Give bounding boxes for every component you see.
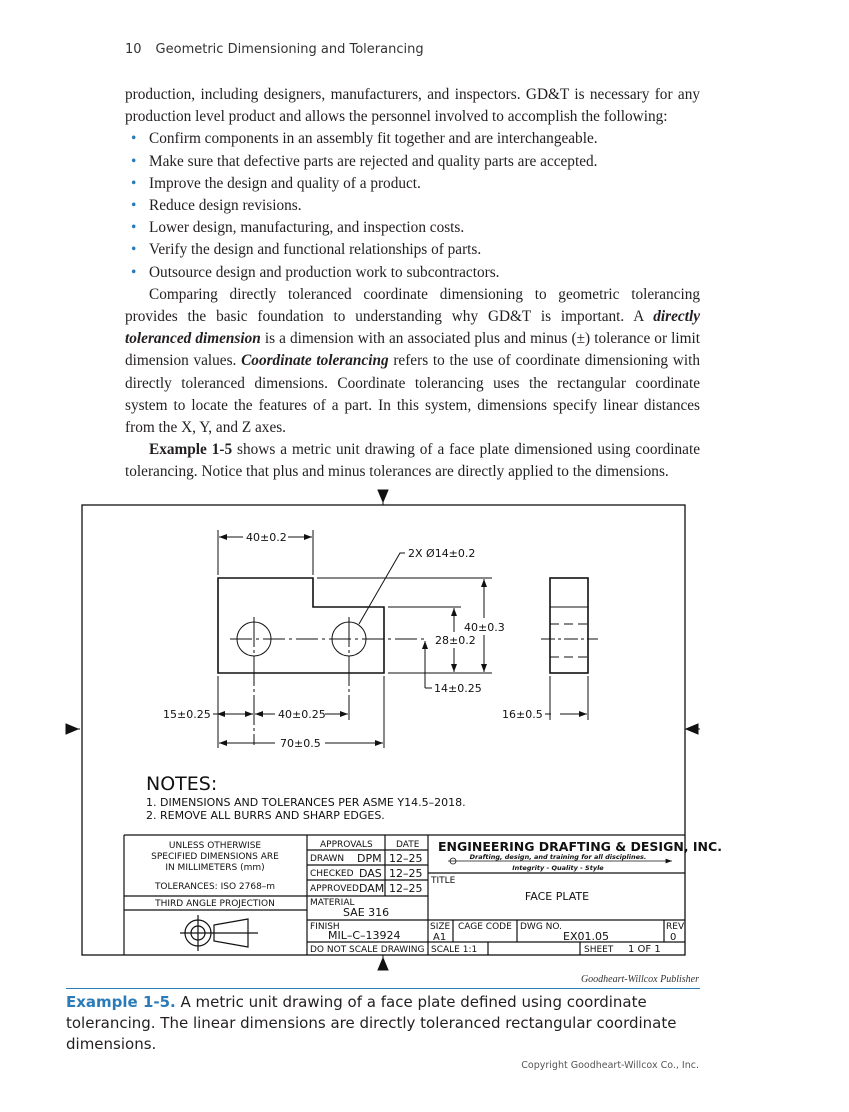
sheet-label: SHEET [584, 945, 614, 955]
initials: DAM [359, 882, 385, 895]
dim-side-16: 16±0.5 [502, 708, 543, 721]
list-item: • Verify the design and functional relationships of parts. [125, 239, 700, 261]
image-credit: Goodheart-Willcox Publisher [580, 974, 699, 985]
list-item: • Outsource design and production work to subcontractors. [125, 262, 700, 284]
unless-line: IN MILLIMETERS (mm) [165, 863, 265, 873]
projection: THIRD ANGLE PROJECTION [155, 899, 275, 909]
date: 12–25 [389, 867, 423, 880]
figure-caption [66, 992, 706, 1055]
tolerances: TOLERANCES: ISO 2768–m [154, 882, 276, 892]
role: CHECKED [310, 869, 354, 879]
role: DRAWN [310, 854, 345, 864]
centering-arrows [66, 490, 698, 970]
list-item: • Reduce design revisions. [125, 195, 700, 217]
unless-line: UNLESS OTHERWISE [168, 841, 262, 851]
dwg-number: EX01.05 [563, 930, 609, 943]
intro-paragraph: production, including designers, manufacturers, and inspectors. GD&T is necessary for any production level product and allows the personnel involved to accomplish the following: [125, 86, 700, 126]
chapter-title: Geometric Dimensioning and Tolerancing [155, 42, 424, 57]
note-2: 2. REMOVE ALL BURRS AND SHARP EDGES. [146, 809, 385, 822]
dim-height-14: 14±0.25 [434, 682, 482, 695]
caption-rule [66, 988, 700, 989]
do-not-scale: DO NOT SCALE DRAWING [310, 945, 425, 955]
role: APPROVED [310, 884, 359, 894]
rev: 0 [670, 932, 677, 943]
notes-title: NOTES: [146, 773, 218, 795]
initials: DAS [359, 867, 382, 880]
dim-x-15: 15±0.25 [163, 708, 211, 721]
dim-height-40: 40±0.3 [464, 621, 505, 634]
motto: Integrity - Quality - Style [512, 864, 604, 872]
unless-line: SPECIFIED DIMENSIONS ARE [151, 852, 279, 862]
dim-height-28: 28±0.2 [435, 634, 476, 647]
term: directly toleranced dimension [125, 308, 700, 348]
list-item: • Make sure that defective parts are rejected and quality parts are accepted. [125, 151, 700, 173]
date-label: DATE [396, 840, 420, 850]
list-item: • Improve the design and quality of a product. [125, 173, 700, 195]
approvals-label: APPROVALS [320, 840, 373, 850]
dwg-label: DWG NO. [520, 922, 562, 932]
list-item: • Lower design, manufacturing, and inspection costs. [125, 217, 700, 239]
scale: SCALE 1:1 [431, 945, 478, 955]
date: 12–25 [389, 882, 423, 895]
initials: DPM [357, 852, 382, 865]
dim-top: 40±0.2 [246, 531, 287, 544]
list-item: • Confirm components in an assembly fit together and are interchangeable. [125, 128, 700, 150]
finish-label: FINISH [310, 922, 340, 932]
company-name: ENGINEERING DRAFTING & DESIGN, INC. [438, 839, 722, 854]
date: 12–25 [389, 852, 423, 865]
drawing-title: FACE PLATE [524, 890, 590, 903]
page-number: 10 [125, 42, 142, 57]
text: is a dimension with an associated plus and minus (±) tolerance or limit dimension values. [125, 330, 700, 370]
finish: MIL–C–13924 [328, 929, 401, 942]
term: Coordinate tolerancing [241, 352, 389, 370]
example-reference: Example 1-5 [149, 441, 233, 459]
copyright: Copyright Goodheart-Willcox Co., Inc. [521, 1060, 699, 1071]
title-label: TITLE [431, 876, 456, 886]
dim-hole: 2X Ø14±0.2 [408, 547, 476, 560]
dim-x-70: 70±0.5 [280, 737, 321, 750]
text: refers to the use of coordinate dimensioning with directly toleranced dimensions. Coordinate tolerancing uses the rectangular coordinate system to locate the features of a part. In this system, dimensions specify linear distances from the X, Y, and Z axes. [125, 352, 700, 437]
dim-x-40: 40±0.25 [278, 708, 326, 721]
size-label: SIZE [430, 922, 451, 932]
note-1: 1. DIMENSIONS AND TOLERANCES PER ASME Y14.5–2018. [146, 796, 466, 809]
sheet: 1 OF 1 [628, 944, 661, 955]
text: shows a metric unit drawing of a face plate dimensioned using coordinate tolerancing. Notice that plus and minus tolerances are directly applied to the dimensions. [125, 441, 700, 481]
size: A1 [433, 932, 447, 943]
caption-text: A metric unit drawing of a face plate defined using coordinate tolerancing. The linear dimensions are directly toleranced rectangular coordinate dimensions. [66, 993, 677, 1053]
material: SAE 316 [343, 906, 390, 919]
material-label: MATERIAL [310, 898, 355, 908]
rev-label: REV [666, 922, 685, 932]
caption-label: Example 1-5. [66, 993, 176, 1011]
side-view [550, 578, 588, 673]
text: Comparing directly toleranced coordinate dimensioning to geometric tolerancing provides the basic foundation to understanding why GD&T is important. A [125, 285, 700, 326]
cage-label: CAGE CODE [458, 922, 512, 932]
tagline: Drafting, design, and training for all disciplines. [469, 853, 647, 861]
